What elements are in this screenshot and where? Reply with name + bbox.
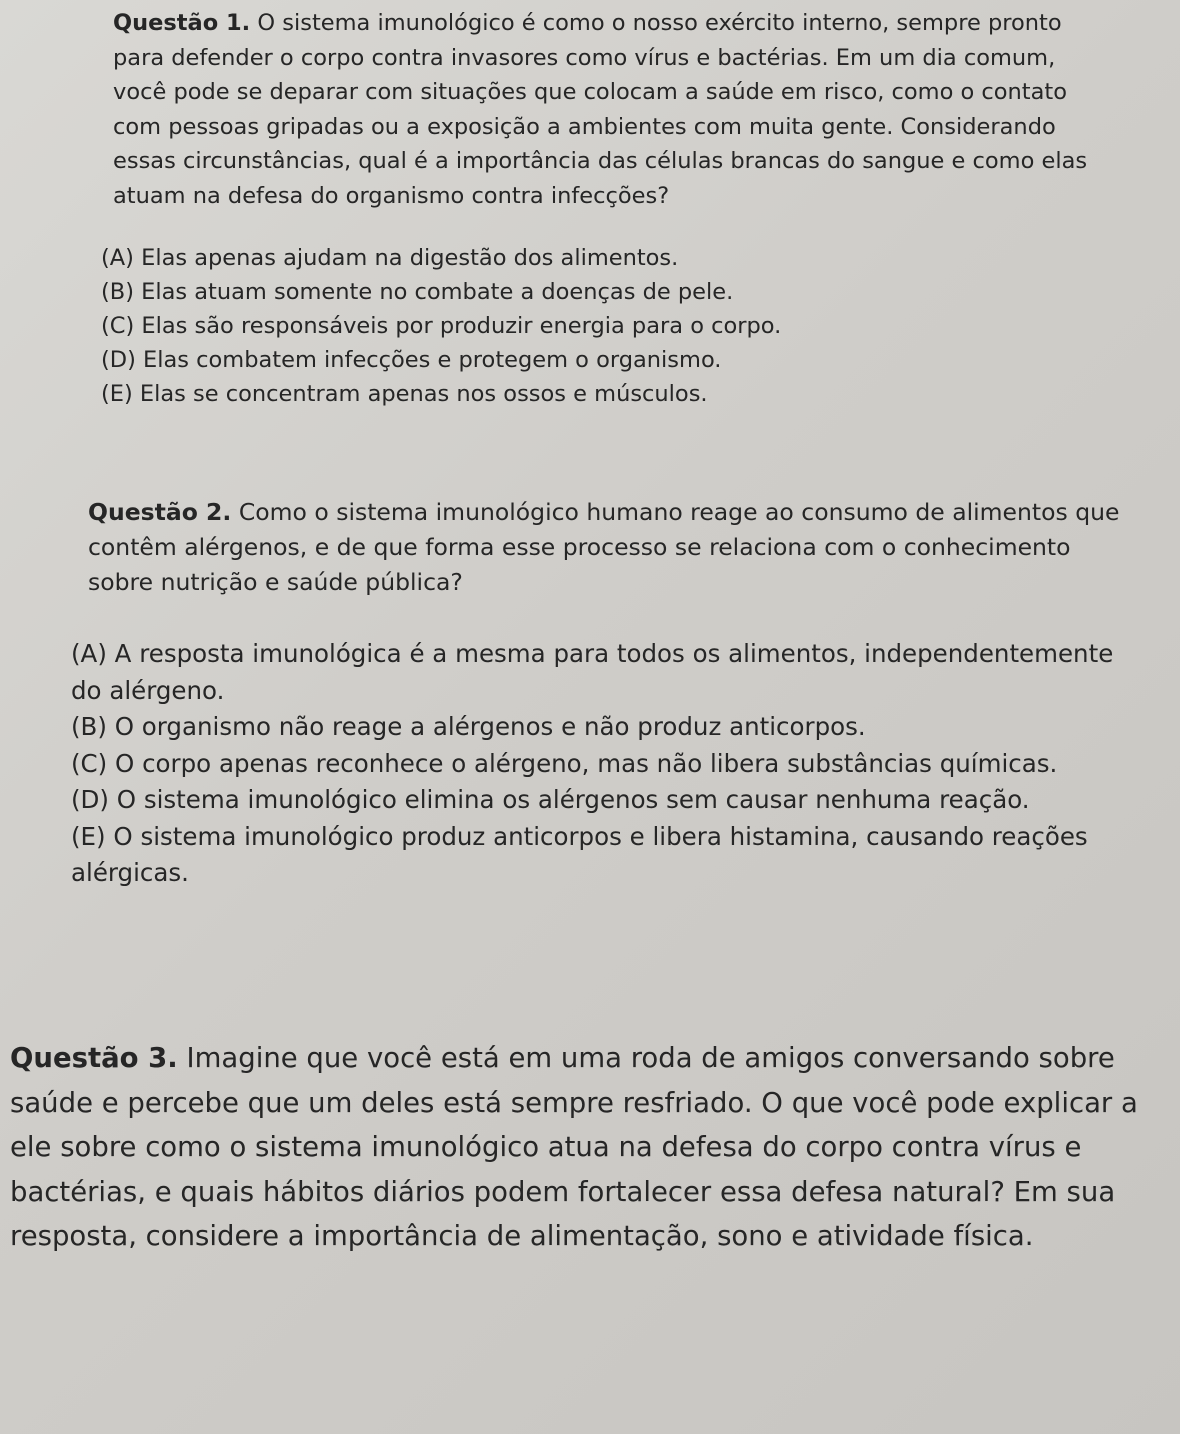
question-2-options bbox=[71, 636, 1135, 892]
question-2-option-c: (C) O corpo apenas reconhece o alérgeno, mas não libera substâncias químicas. bbox=[71, 748, 1058, 778]
question-2-option-e: (E) O sistema imunológico produz anticorpos e libera histamina, causando reações alérgicas. bbox=[71, 821, 1088, 887]
question-3 bbox=[10, 1036, 1170, 1259]
question-3-stem bbox=[10, 1036, 1170, 1259]
question-3-text: Imagine que você está em uma roda de amigos conversando sobre saúde e percebe que um deles está sempre resfriado. O que você pode explicar a ele sobre como o sistema imunológico atua na defesa do corpo contra vírus e bactérias, e quais hábitos diários podem fortalecer essa defesa natural? Em sua resposta, considere a importância de alimentação, sono e atividade física. bbox=[10, 1042, 1138, 1252]
question-1-option-e: (E) Elas se concentram apenas nos ossos e músculos. bbox=[101, 381, 708, 407]
question-2-stem bbox=[88, 495, 1135, 600]
question-2-option-a: (A) A resposta imunológica é a mesma para todos os alimentos, independentemente do alérgeno. bbox=[71, 639, 1114, 705]
question-3-number: Questão 3. bbox=[10, 1042, 178, 1074]
question-1 bbox=[101, 6, 1113, 411]
question-2-option-d: (D) O sistema imunológico elimina os alérgenos sem causar nenhuma reação. bbox=[71, 785, 1030, 814]
question-1-option-c: (C) Elas são responsáveis por produzir energia para o corpo. bbox=[101, 313, 782, 339]
question-1-option-d: (D) Elas combatem infecções e protegem o organismo. bbox=[101, 347, 722, 373]
question-2-option-b: (B) O organismo não reage a alérgenos e não produz anticorpos. bbox=[71, 712, 866, 741]
question-1-option-b: (B) Elas atuam somente no combate a doenças de pele. bbox=[101, 279, 734, 305]
question-2 bbox=[71, 495, 1135, 892]
question-1-stem bbox=[113, 6, 1113, 213]
question-2-number: Questão 2. bbox=[88, 498, 232, 526]
question-2-text: Como o sistema imunológico humano reage ao consumo de alimentos que contêm alérgenos, e de que forma esse processo se relaciona com o conhecimento sobre nutrição e saúde pública? bbox=[88, 498, 1120, 596]
question-1-options bbox=[101, 241, 1113, 411]
question-1-number: Questão 1. bbox=[113, 10, 251, 36]
question-1-text: O sistema imunológico é como o nosso exército interno, sempre pronto para defender o corpo contra invasores como vírus e bactérias. Em um dia comum, você pode se deparar com situações que colocam a saúde em risco, como o contato com pessoas gripadas ou a exposição a ambientes com muita gente. Considerando essas circunstâncias, qual é a importância das células brancas do sangue e como elas atuam na defesa do organismo contra infecções? bbox=[113, 10, 1088, 209]
question-1-option-a: (A) Elas apenas ajudam na digestão dos alimentos. bbox=[101, 245, 679, 271]
